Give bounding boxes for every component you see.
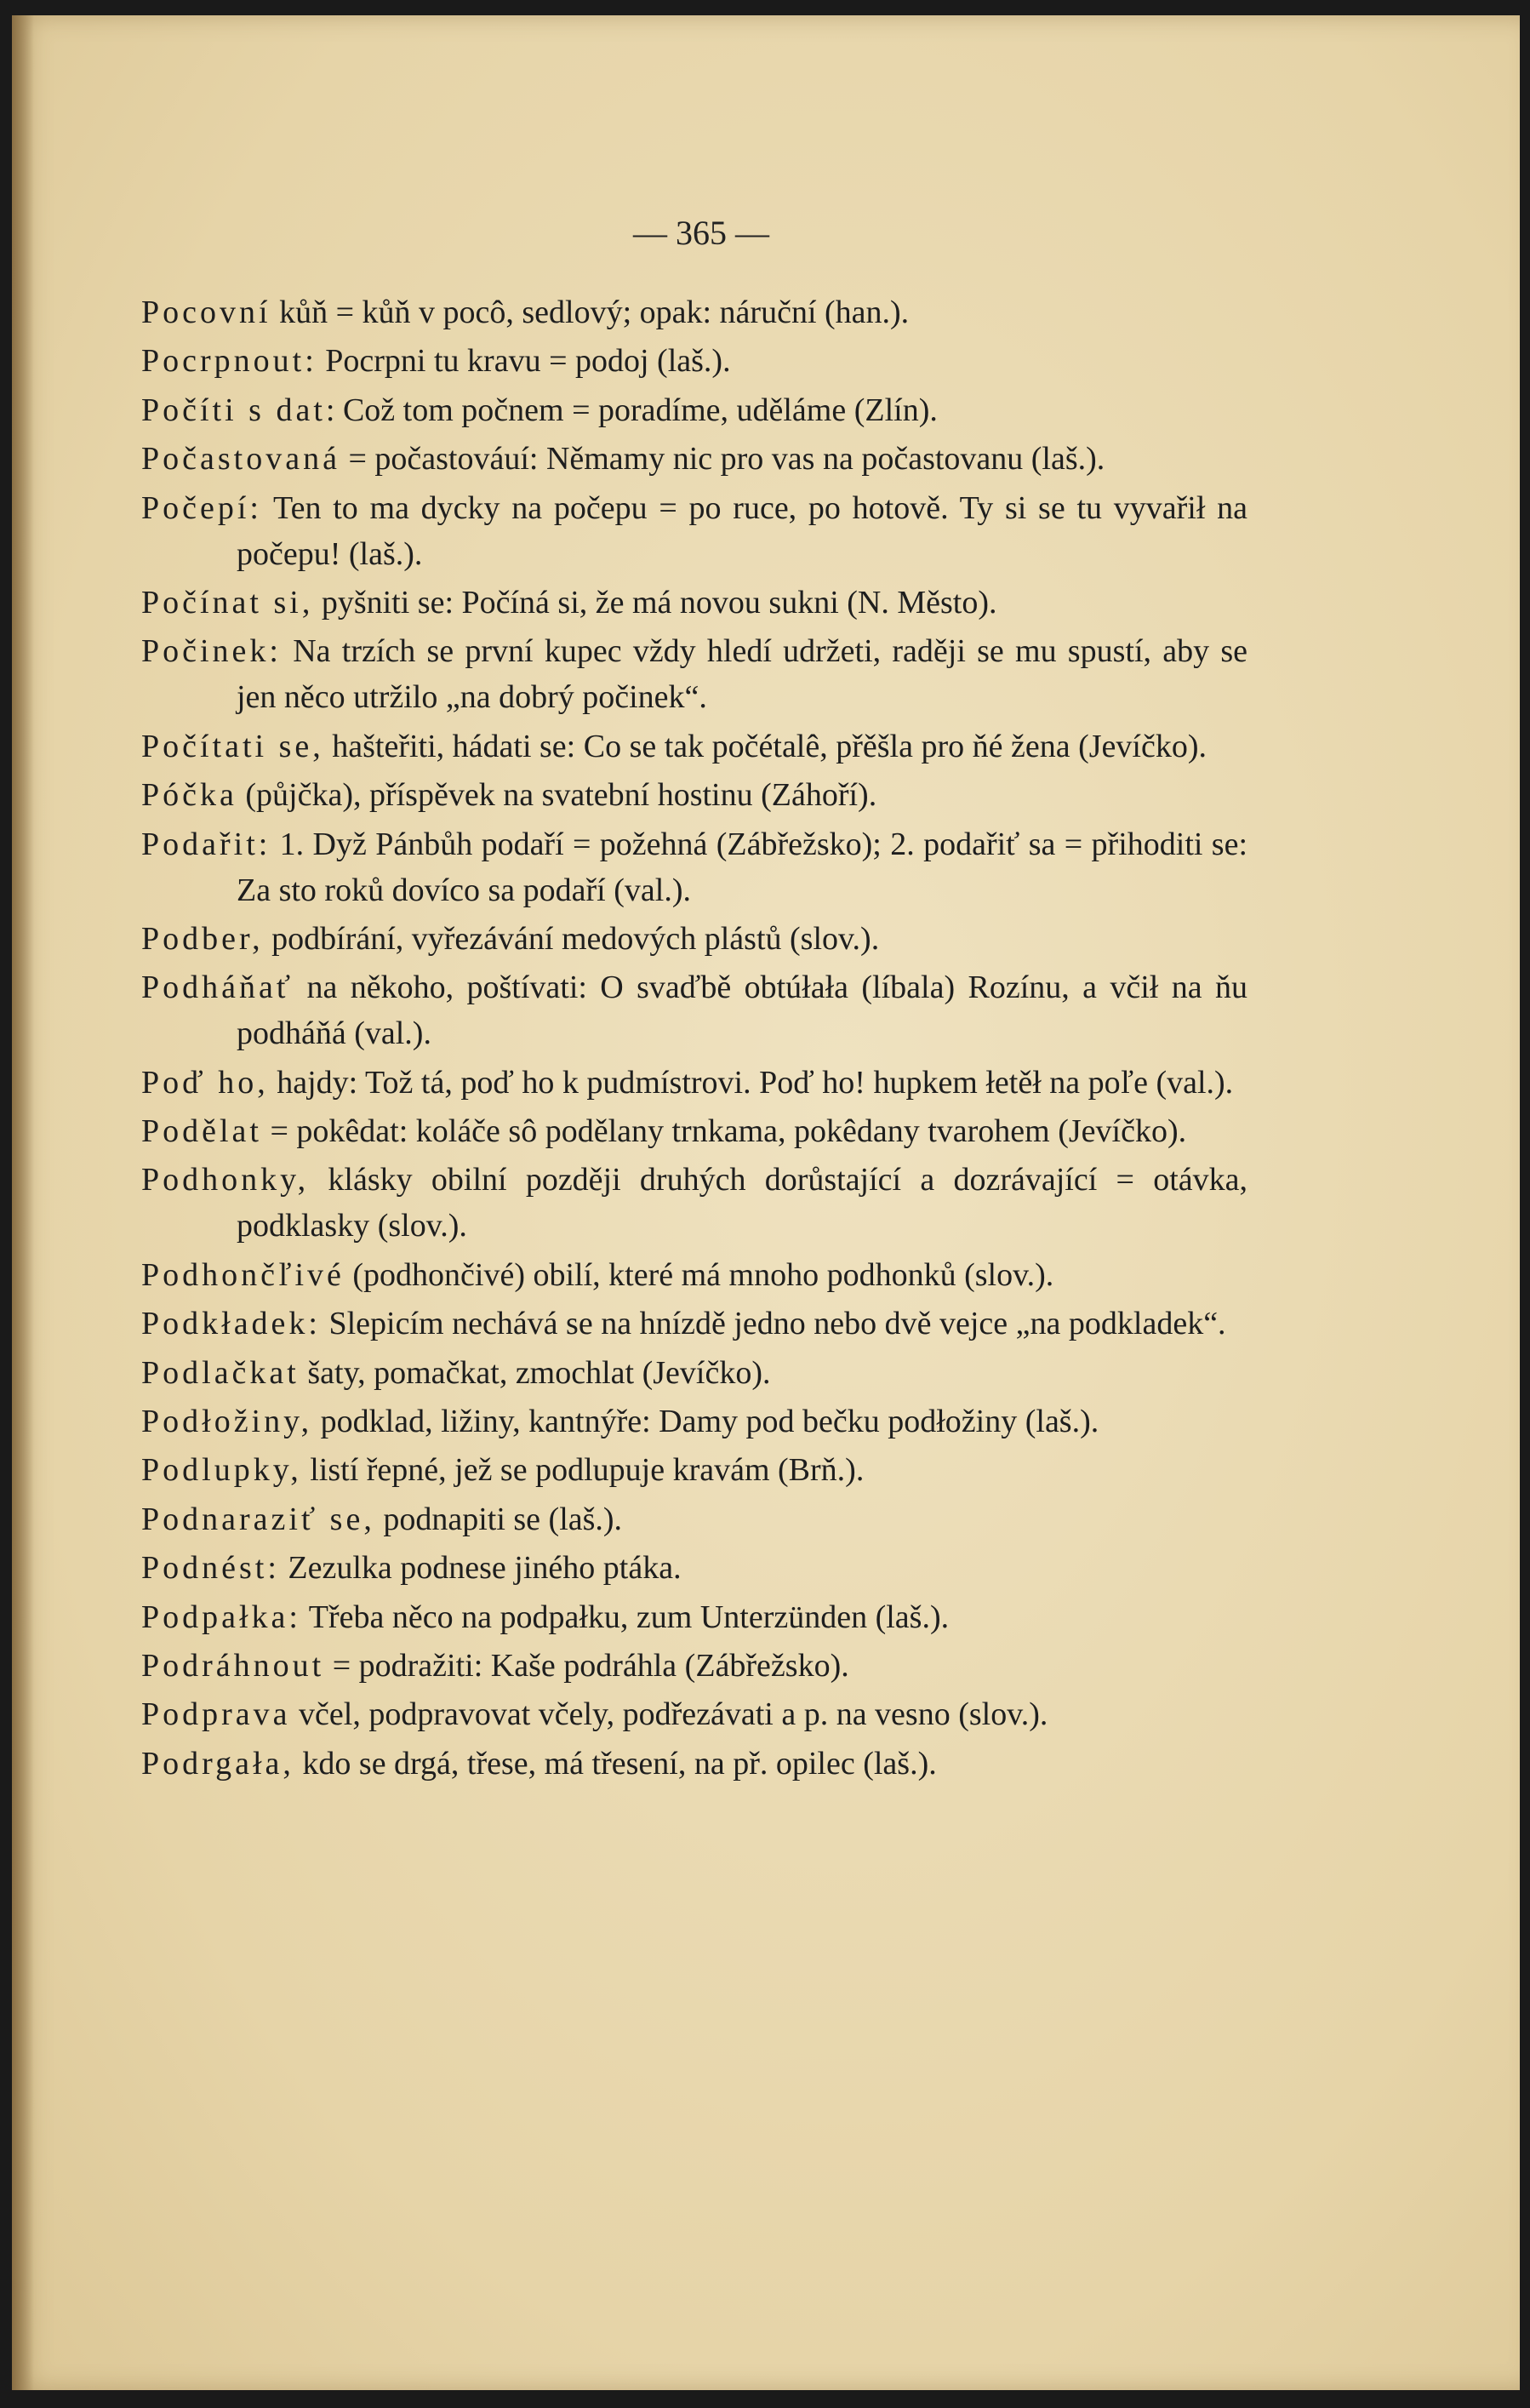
entry-definition: listí řepné, jež se podlupuje kravám (Brň.). xyxy=(301,1452,865,1489)
dictionary-entry xyxy=(141,387,1247,433)
entry-definition: včel, podpravovat včely, podřezávati a p. na vesno (slov.). xyxy=(290,1696,1048,1733)
entry-definition: kdo se drgá, třese, má třesení, na př. opilec (laš.). xyxy=(294,1745,937,1782)
entry-definition: na někoho, poštívati: O svaďbě obtúłała (líbala) Rozínu, a včił na ňu podháňá (val.). xyxy=(237,969,1247,1052)
entry-definition: hajdy: Tož tá, poď ho k pudmístrovi. Poď ho! hupkem łetěł na poľe (val.). xyxy=(268,1064,1234,1101)
entry-headword: Podpałka: xyxy=(141,1599,301,1635)
dictionary-entry xyxy=(141,338,1247,384)
dictionary-entry xyxy=(141,485,1247,577)
dictionary-entry xyxy=(141,772,1247,818)
dictionary-entry xyxy=(141,1643,1247,1689)
entry-definition: Na trzích se první kupec vždy hledí udržeti, raději se mu spustí, aby se jen něco utržilo „na dobrý počinek“. xyxy=(237,633,1247,716)
entry-definition: Pocrpni tu kravu = podoj (laš.). xyxy=(317,343,731,380)
entry-definition: Zezulka podnese jiného ptáka. xyxy=(279,1550,682,1587)
entry-definition: (půjčka), příspěvek na svatební hostinu (Záhoří). xyxy=(237,777,877,814)
entry-headword: Podařit: xyxy=(141,826,271,862)
entry-headword: Podłožiny, xyxy=(141,1404,313,1440)
entry-definition: 1. Dyž Pánbůh podaří = požehná (Zábřežsko); 2. podařiť sa = přihoditi se: Za sto roků dovíco sa podaří (val.). xyxy=(237,826,1247,908)
book-page xyxy=(12,15,1520,2390)
dictionary-entry xyxy=(141,580,1247,626)
entry-headword: Podnést: xyxy=(141,1550,280,1587)
dictionary-entry xyxy=(141,1594,1247,1640)
entry-headword: Podlačkat xyxy=(141,1354,300,1391)
entry-headword: Podlupky, xyxy=(141,1452,302,1489)
dictionary-entry xyxy=(141,1108,1247,1154)
entry-headword: Podrgała, xyxy=(141,1745,294,1782)
page-number: — 365 — xyxy=(633,214,769,252)
entry-headword: Podkładek: xyxy=(141,1306,321,1342)
dictionary-entry xyxy=(141,1545,1247,1591)
entry-headword: Podhončľivé xyxy=(141,1256,345,1293)
entry-headword: Podháňať xyxy=(141,969,294,1006)
page-gutter-shadow xyxy=(12,15,34,2390)
entry-definition: = počastováuí: Němamy nic pro vas na počastovanu (laš.). xyxy=(340,441,1105,478)
entry-definition: podbírání, vyřezávání medových plástů (slov.). xyxy=(263,920,880,957)
entry-headword: Počastovaná xyxy=(141,441,340,478)
entry-definition: (podhončivé) obilí, které má mnoho podhonků (slov.). xyxy=(344,1256,1054,1293)
entry-headword: Pocovní xyxy=(141,295,271,330)
entry-headword: Podhonky, xyxy=(141,1162,310,1198)
entry-headword: Počítati se, xyxy=(141,728,324,764)
entry-headword: Póčka xyxy=(141,777,237,814)
dictionary-entry xyxy=(141,1157,1247,1249)
dictionary-entry xyxy=(141,724,1247,769)
entry-definition: kůň = kůň v pocô, sedlový; opak: náruční (han.). xyxy=(271,295,910,330)
entry-headword: Počepí: xyxy=(141,489,262,526)
entry-definition: podklad, ližiny, kantnýře: Damy pod bečku podłožiny (laš.). xyxy=(312,1404,1099,1440)
dictionary-entry xyxy=(141,916,1247,962)
dictionary-entry xyxy=(141,1496,1247,1542)
dictionary-entry xyxy=(141,628,1247,720)
dictionary-entry xyxy=(141,1447,1247,1493)
dictionary-entry xyxy=(141,289,1247,335)
entry-headword: Podělat xyxy=(141,1113,262,1150)
entry-headword: Podber, xyxy=(141,920,264,957)
entry-definition: šaty, pomačkat, zmochlat (Jevíčko). xyxy=(299,1354,771,1391)
entry-headword: Počíti s dat xyxy=(141,392,326,428)
dictionary-entry xyxy=(141,964,1247,1056)
dictionary-entry xyxy=(141,1691,1247,1737)
entry-definition: Třeba něco na podpałku, zum Unterzünden (laš.). xyxy=(300,1599,950,1635)
entry-headword: Podnaraziť se, xyxy=(141,1501,375,1537)
entry-headword: Podráhnout xyxy=(141,1647,325,1684)
entry-headword: Poď ho, xyxy=(141,1064,269,1101)
entry-definition: hašteřiti, hádati se: Co se tak počétalê, přěšla pro ňé žena (Jevíčko). xyxy=(323,728,1207,764)
entry-definition: podnapiti se (laš.). xyxy=(374,1501,623,1537)
dictionary-entry xyxy=(141,821,1247,913)
dictionary-entry xyxy=(141,1398,1247,1444)
dictionary-entry xyxy=(141,1252,1247,1298)
entry-definition: Slepicím nechává se na hnízdě jedno nebo dvě vejce „na podkladek“. xyxy=(320,1306,1226,1342)
entry-definition: Ten to ma dycky na počepu = po ruce, po hotově. Ty si se tu vyvařił na počepu! (laš.). xyxy=(237,489,1247,572)
dictionary-entry xyxy=(141,436,1247,482)
dictionary-entry xyxy=(141,1301,1247,1347)
dictionary-entries xyxy=(141,289,1247,1789)
entry-definition: : Což tom počnem = poradíme, uděláme (Zlín). xyxy=(325,392,938,428)
entry-definition: = pokêdat: koláče sô podělany trnkama, pokêdany tvarohem (Jevíčko). xyxy=(261,1113,1187,1150)
entry-definition: klásky obilní později druhých dorůstající a dozrávající = otávka, podklasky (slov.). xyxy=(237,1162,1247,1244)
entry-definition: = podražiti: Kaše podráhla (Zábřežsko). xyxy=(324,1647,849,1684)
entry-headword: Pocrpnout: xyxy=(141,343,317,380)
dictionary-entry xyxy=(141,1060,1247,1106)
entry-headword: Počínat si, xyxy=(141,584,314,621)
entry-definition: pyšniti se: Počíná si, že má novou sukni (N. Město). xyxy=(313,584,997,621)
entry-headword: Podprava xyxy=(141,1696,291,1733)
dictionary-entry xyxy=(141,1741,1247,1787)
dictionary-entry xyxy=(141,1350,1247,1396)
entry-headword: Počinek: xyxy=(141,633,282,670)
